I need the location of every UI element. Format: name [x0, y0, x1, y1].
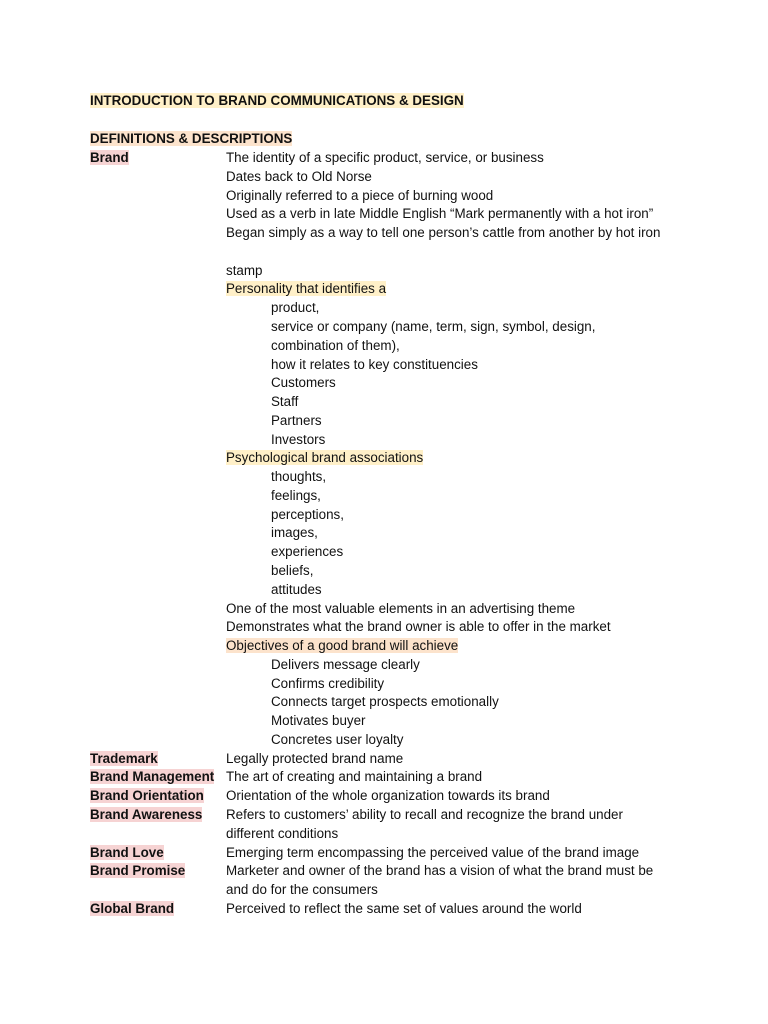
sub-item	[271, 656, 420, 674]
glossary-term	[90, 768, 214, 786]
definition-text: Motivates buyer	[271, 713, 366, 729]
sub-item	[271, 731, 403, 749]
definition-text: The identity of a specific product, service, or business	[226, 150, 544, 165]
definition-text: Originally referred to a piece of burning wood	[226, 187, 494, 203]
sub-item	[271, 374, 336, 392]
glossary-term-text: Brand Orientation	[90, 788, 204, 804]
sub-item	[271, 299, 319, 317]
definition-text: product,	[271, 300, 320, 316]
definition-text: Connects target prospects emotionally	[271, 694, 499, 710]
document-title-text: INTRODUCTION TO BRAND COMMUNICATIONS & DESIGN	[90, 93, 464, 108]
glossary-term-text: Trademark	[90, 750, 158, 766]
glossary-term-text: Brand Management	[90, 769, 215, 785]
definition-line	[226, 262, 262, 280]
definition-line	[226, 844, 639, 862]
sub-item	[271, 543, 343, 561]
definition-line	[226, 449, 423, 467]
definition-text: feelings,	[271, 487, 321, 503]
sub-item	[271, 337, 400, 355]
definition-line	[226, 187, 493, 205]
section-heading	[90, 130, 292, 148]
sub-item	[271, 318, 595, 336]
definition-text: how it relates to key constituencies	[271, 356, 478, 372]
definition-line	[226, 149, 544, 167]
definition-line	[226, 881, 378, 899]
sub-item	[271, 562, 313, 580]
definition-text: images,	[271, 525, 318, 541]
glossary-term	[90, 844, 164, 862]
sub-item	[271, 675, 384, 693]
glossary-term	[90, 806, 202, 824]
definition-line	[226, 280, 386, 298]
sub-item	[271, 431, 325, 449]
definition-text: One of the most valuable elements in an advertising theme	[226, 600, 576, 616]
sub-item	[271, 487, 321, 505]
glossary-term	[90, 787, 204, 805]
glossary-term	[90, 149, 129, 167]
definition-text: Customers	[271, 375, 336, 391]
definition-line	[226, 637, 458, 655]
sub-item	[271, 412, 322, 430]
definition-text: and do for the consumers	[226, 882, 378, 897]
glossary-term-text: Brand Awareness	[90, 806, 203, 822]
glossary-term-text: Brand Promise	[90, 863, 186, 879]
definition-line	[226, 768, 482, 786]
definition-text: Delivers message clearly	[271, 656, 420, 672]
definition-line	[226, 787, 550, 805]
document-title	[90, 92, 464, 110]
sub-item	[271, 524, 318, 542]
definition-text: Demonstrates what the brand owner is able to offer in the market	[226, 619, 611, 635]
definition-text: Orientation of the whole organization towards its brand	[226, 788, 550, 804]
definition-text: combination of them),	[271, 337, 400, 353]
definition-line	[226, 900, 582, 918]
definition-text: Staff	[271, 394, 299, 409]
definition-text: experiences	[271, 544, 344, 560]
definition-text: service or company (name, term, sign, symbol, design,	[271, 318, 596, 334]
definition-text: The art of creating and maintaining a brand	[226, 769, 483, 785]
definition-text: Partners	[271, 412, 322, 428]
definition-line	[226, 600, 575, 618]
definition-text: Objectives of a good brand will achieve	[226, 638, 459, 653]
definition-text: thoughts,	[271, 469, 327, 485]
definition-text: attitudes	[271, 581, 322, 597]
definition-line	[226, 205, 653, 223]
glossary-term-text: Brand	[90, 150, 129, 165]
definition-text: perceptions,	[271, 506, 344, 522]
definition-line	[226, 168, 372, 186]
definition-text: beliefs,	[271, 562, 314, 578]
sub-item	[271, 468, 326, 486]
definition-text: Used as a verb in late Middle English “Mark permanently with a hot iron”	[226, 206, 654, 222]
sub-item	[271, 356, 478, 374]
definition-text: Refers to customers’ ability to recall and recognize the brand under	[226, 806, 623, 822]
section-heading-text: DEFINITIONS & DESCRIPTIONS	[90, 131, 293, 146]
definition-text: stamp	[226, 262, 263, 278]
definition-text: Concretes user loyalty	[271, 731, 404, 747]
definition-text: Dates back to Old Norse	[226, 168, 372, 184]
glossary-term	[90, 900, 174, 918]
sub-item	[271, 712, 366, 730]
definition-text: Personality that identifies a	[226, 281, 387, 297]
definition-text: Perceived to reflect the same set of values around the world	[226, 900, 582, 916]
sub-item	[271, 506, 344, 524]
sub-item	[271, 393, 298, 411]
sub-item	[271, 693, 499, 711]
definition-text: Emerging term encompassing the perceived value of the brand image	[226, 844, 640, 860]
glossary-term	[90, 750, 158, 768]
definition-line	[226, 224, 660, 242]
definition-text: Investors	[271, 431, 326, 447]
definition-text: Legally protected brand name	[226, 750, 404, 766]
definition-line	[226, 618, 611, 636]
definition-line	[226, 825, 338, 843]
glossary-term-text: Global Brand	[90, 900, 175, 916]
definition-text: different conditions	[226, 825, 339, 841]
definition-text: Psychological brand associations	[226, 450, 424, 466]
definition-text: Marketer and owner of the brand has a vision of what the brand must be	[226, 863, 654, 879]
glossary-term	[90, 862, 185, 880]
definition-line	[226, 862, 653, 880]
definition-line	[226, 806, 623, 824]
definition-line	[226, 750, 403, 768]
definition-text: Began simply as a way to tell one person’s cattle from another by hot iron	[226, 225, 661, 241]
sub-item	[271, 581, 322, 599]
definition-text: Confirms credibility	[271, 675, 385, 691]
glossary-term-text: Brand Love	[90, 844, 164, 860]
